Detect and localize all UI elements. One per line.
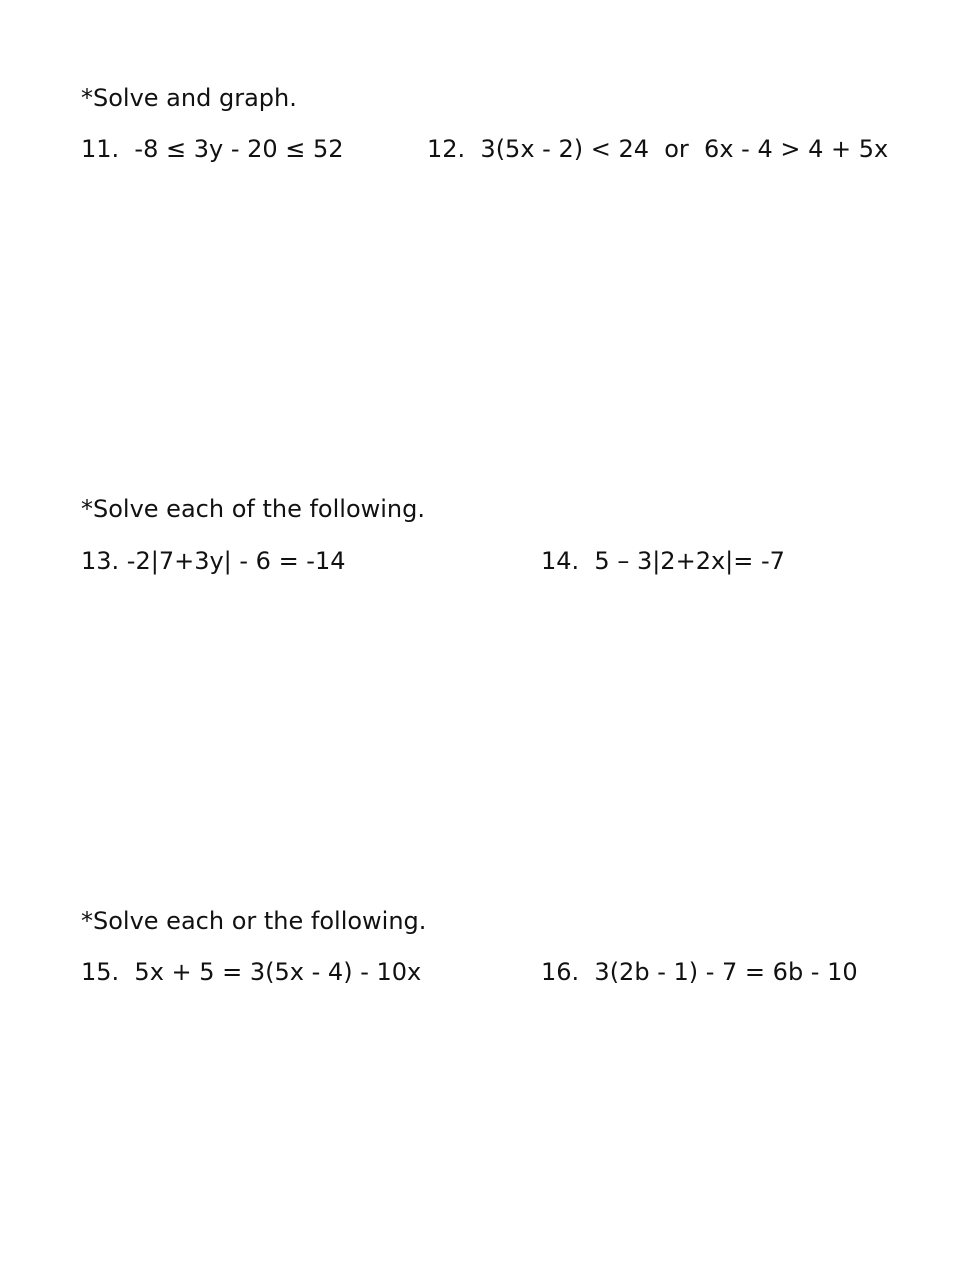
problem-13: 13. -2|7+3y| - 6 = -14 xyxy=(81,547,346,575)
section-3-instruction: *Solve each or the following. xyxy=(81,907,427,935)
problem-12: 12. 3(5x - 2) < 24 or 6x - 4 > 4 + 5x xyxy=(427,135,889,163)
section-1-instruction: *Solve and graph. xyxy=(81,84,297,112)
problem-15: 15. 5x + 5 = 3(5x - 4) - 10x xyxy=(81,958,422,986)
problem-16: 16. 3(2b - 1) - 7 = 6b - 10 xyxy=(541,958,858,986)
section-2-instruction: *Solve each of the following. xyxy=(81,495,425,523)
problem-11: 11. -8 ≤ 3y - 20 ≤ 52 xyxy=(81,135,344,163)
problem-14: 14. 5 – 3|2+2x|= -7 xyxy=(541,547,785,575)
